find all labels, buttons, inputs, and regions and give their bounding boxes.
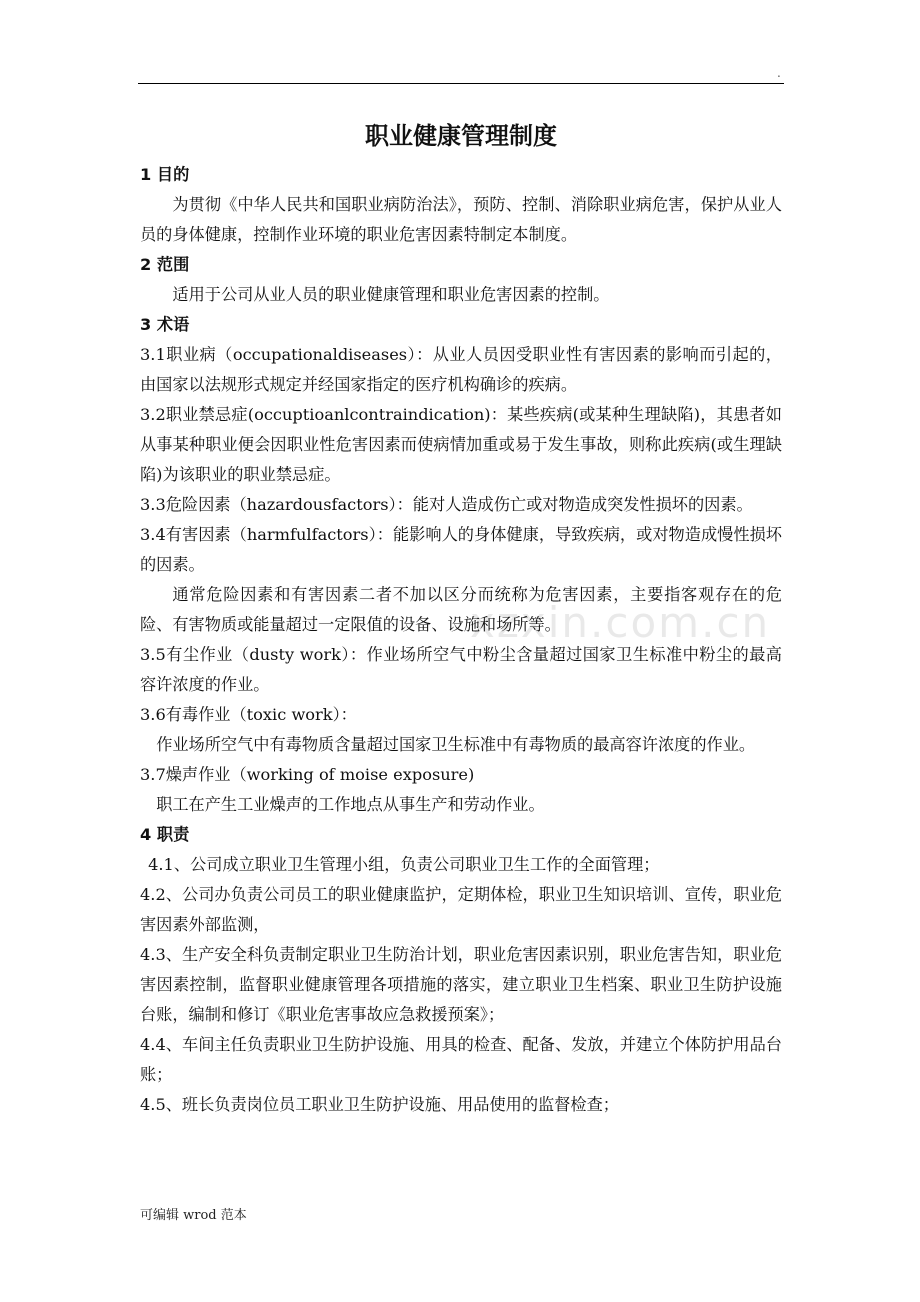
section-1-paragraph: 为贯彻《中华人民共和国职业病防治法》，预防、控制、消除职业病危害，保护从业人员的身体健康，控制作业环境的职业危害因素特制定本制度。 xyxy=(140,195,782,244)
document-body xyxy=(140,112,782,1120)
term-3-1: 3.1职业病（occupationaldiseases）：从业人员因受职业性有害因素的影响而引起的，由国家以法规形式规定并经国家指定的医疗机构确诊的疾病。 xyxy=(140,345,782,394)
section-2-paragraph: 适用于公司从业人员的职业健康管理和职业危害因素的控制。 xyxy=(172,285,610,304)
duty-4-2: 4.2、公司办负责公司员工的职业健康监护，定期体检，职业卫生知识培训、宣传，职业危害因素外部监测， xyxy=(140,885,782,934)
header-mark: . xyxy=(777,66,781,80)
term-3-7-body: 职工在产生工业燥声的工作地点从事生产和劳动作业。 xyxy=(156,795,545,814)
header-rule xyxy=(138,83,784,84)
section-4-heading: 4 职责 xyxy=(140,825,190,844)
section-1-heading: 1 目的 xyxy=(140,165,190,184)
footer-note: 可编辑 wrod 范本 xyxy=(140,1208,247,1223)
term-3-4: 3.4有害因素（harmfulfactors）：能影响人的身体健康，导致疾病，或对物造成慢性损坏的因素。 xyxy=(140,525,782,574)
term-3-3: 3.3危险因素（hazardousfactors）：能对人造成伤亡或对物造成突发性损坏的因素。 xyxy=(140,495,753,514)
term-3-2: 3.2职业禁忌症(occuptioanlcontraindication)：某些疾病(或某种生理缺陷)，其患者如从事某种职业便会因职业性危害因素而使病情加重或易于发生事故，则称此疾病(或生理缺陷)为该职业的职业禁忌症。 xyxy=(140,405,782,484)
term-3-7-heading: 3.7燥声作业（working of moise exposure) xyxy=(140,765,475,784)
term-3-6-body: 作业场所空气中有毒物质含量超过国家卫生标准中有毒物质的最高容许浓度的作业。 xyxy=(156,735,756,754)
duty-4-4: 4.4、车间主任负责职业卫生防护设施、用具的检查、配备、发放，并建立个体防护用品台账； xyxy=(140,1035,782,1084)
document-title: 职业健康管理制度 xyxy=(365,122,557,150)
duty-4-5: 4.5、班长负责岗位员工职业卫生防护设施、用品使用的监督检查； xyxy=(140,1095,619,1114)
watermark: xzxin.com.cn xyxy=(470,598,771,647)
term-3-5: 3.5有尘作业（dusty work）：作业场所空气中粉尘含量超过国家卫生标准中粉尘的最高容许浓度的作业。 xyxy=(140,645,782,694)
term-note: 通常危险因素和有害因素二者不加以区分而统称为危害因素，主要指客观存在的危险、有害物质或能量超过一定限值的设备、设施和场所等。 xyxy=(140,585,782,634)
duty-4-1: 4.1、公司成立职业卫生管理小组，负责公司职业卫生工作的全面管理； xyxy=(148,855,660,874)
term-3-6-heading: 3.6有毒作业（toxic work）： xyxy=(140,705,357,724)
section-3-heading: 3 术语 xyxy=(140,315,190,334)
duty-4-3: 4.3、生产安全科负责制定职业卫生防治计划，职业危害因素识别，职业危害告知，职业危害因素控制，监督职业健康管理各项措施的落实，建立职业卫生档案、职业卫生防护设施台账，编制和修订《职业危害事故应急救援预案》； xyxy=(140,945,782,1024)
section-2-heading: 2 范围 xyxy=(140,255,190,274)
